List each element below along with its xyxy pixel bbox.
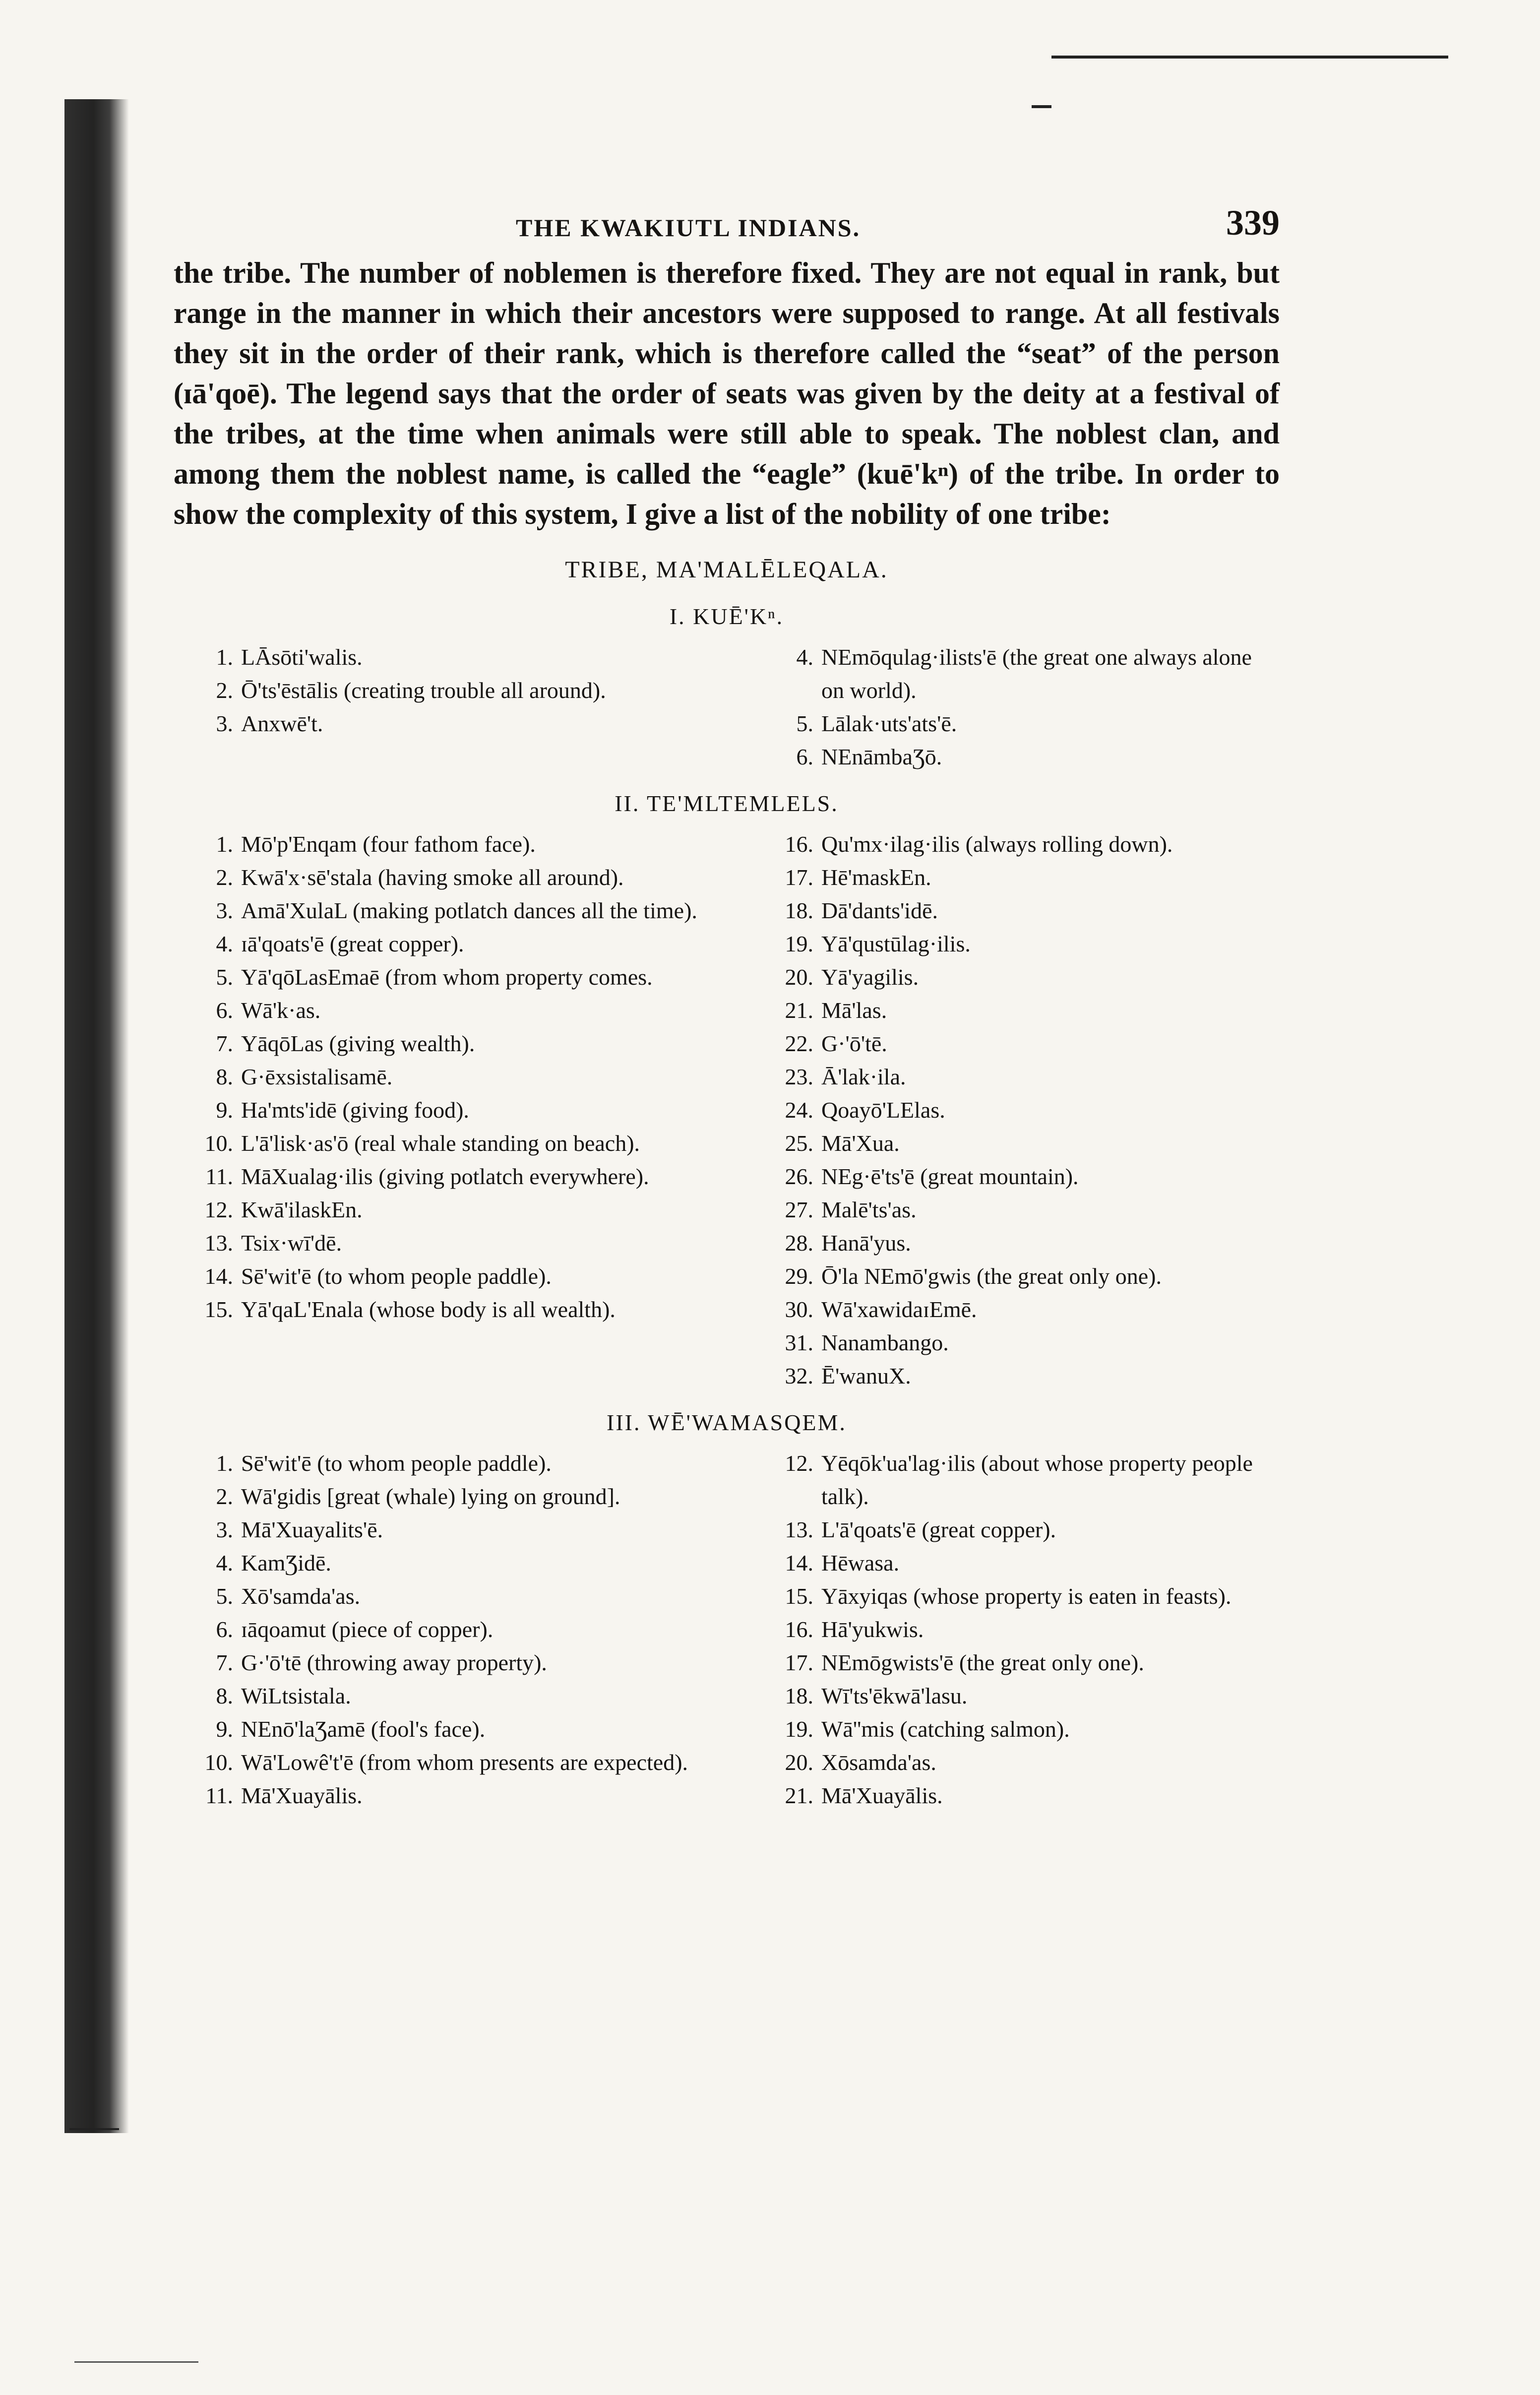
- item-number: 3.: [216, 898, 233, 923]
- item-name: Mā'Xuayālis.: [241, 1783, 363, 1808]
- item-name: Qu'mx·ilag·ilis (always rolling down).: [821, 831, 1173, 857]
- list-item: [754, 707, 1280, 740]
- item-number: 25.: [785, 1131, 813, 1156]
- item-name: Sē'wit'ē (to whom people paddle).: [241, 1450, 552, 1476]
- list-item: [174, 994, 699, 1027]
- item-number: 3.: [216, 1517, 233, 1542]
- item-number: 18.: [785, 1683, 813, 1708]
- item-number: 6.: [796, 744, 813, 769]
- list-item: [754, 740, 1280, 773]
- item-name: Hā'yukwis.: [821, 1617, 924, 1642]
- list-item: [174, 1513, 699, 1546]
- list-item: [754, 1060, 1280, 1093]
- clan-heading: I. KUĒ'Kⁿ.: [669, 604, 784, 629]
- page-content: [174, 193, 1280, 1812]
- item-name: NEnāmbaƷō.: [821, 744, 942, 769]
- list-item: [754, 861, 1280, 894]
- item-name: Mā'Xuayalits'ē.: [241, 1517, 383, 1542]
- item-number: 20.: [785, 1750, 813, 1775]
- item-name: Wā'k·as.: [241, 998, 321, 1023]
- item-name: ɪāqoamut (piece of copper).: [241, 1617, 493, 1642]
- item-number: 12.: [204, 1197, 233, 1222]
- item-name: Yā'yagilis.: [821, 964, 919, 990]
- item-name: Tsix·wī'dē.: [241, 1230, 342, 1256]
- list-item: [174, 1260, 699, 1293]
- item-name: Wā'Lowê't'ē (from whom presents are expected).: [241, 1750, 688, 1775]
- item-number: 29.: [785, 1263, 813, 1289]
- item-number: 3.: [216, 711, 233, 736]
- list-item: [174, 1779, 699, 1812]
- item-name: Xōsamda'as.: [821, 1750, 936, 1775]
- top-rule: [1051, 56, 1448, 59]
- item-name: NEnō'laƷamē (fool's face).: [241, 1716, 486, 1742]
- item-number: 2.: [216, 865, 233, 890]
- item-number: 9.: [216, 1097, 233, 1123]
- item-name: NEmōqulag·ilists'ē (the great one always alone on world).: [821, 644, 1252, 703]
- list-item: [754, 1679, 1280, 1712]
- list-item: [174, 1027, 699, 1060]
- item-name: Lālak·uts'ats'ē.: [821, 711, 957, 736]
- list-item: [754, 640, 1280, 707]
- name-column-right: [754, 827, 1280, 1392]
- page-number: 339: [1226, 203, 1280, 243]
- list-item: [754, 894, 1280, 927]
- list-item: [174, 1447, 699, 1480]
- item-number: 14.: [785, 1550, 813, 1576]
- item-name: Ē'wanuX.: [821, 1363, 911, 1388]
- item-number: 13.: [785, 1517, 813, 1542]
- list-item: [754, 1160, 1280, 1193]
- item-name: G·ēxsistalisamē.: [241, 1064, 393, 1089]
- item-name: NEg·ē'ts'ē (great mountain).: [821, 1164, 1079, 1189]
- item-number: 15.: [204, 1297, 233, 1322]
- item-number: 16.: [785, 1617, 813, 1642]
- item-name: Nanambango.: [821, 1330, 949, 1355]
- item-name: Mā'las.: [821, 998, 887, 1023]
- list-item: [174, 1093, 699, 1127]
- item-number: 15.: [785, 1583, 813, 1609]
- list-item: [174, 1679, 699, 1712]
- list-item: [174, 960, 699, 994]
- list-item: [754, 1613, 1280, 1646]
- item-name: G·'ō'tē (throwing away property).: [241, 1650, 547, 1675]
- item-number: 11.: [205, 1164, 233, 1189]
- item-name: Ā'lak·ila.: [821, 1064, 906, 1089]
- item-number: 6.: [216, 1617, 233, 1642]
- body-paragraph: the tribe. The number of noblemen is therefore fixed. They are not equal in rank, but range in the manner in which their ancestors were supposed to range. At all festivals they sit in the order of their rank, which is therefore called the “seat” of the person (ɪā'qoē). The legend says that the order of seats was given by the deity at a festival of the tribes, at the time when animals were still able to speak. The noblest clan, and among them the noblest name, is called the “eagle” (kuē'kⁿ) of the tribe. In order to show the complexity of this system, I give a list of the nobility of one tribe:: [174, 256, 1280, 530]
- clan-list: [174, 603, 1280, 1812]
- item-name: Wī'ts'ēkwā'lasu.: [821, 1683, 968, 1708]
- list-item: [174, 1127, 699, 1160]
- name-column-left: [174, 827, 699, 1392]
- list-item: [754, 1193, 1280, 1226]
- list-item: [754, 1359, 1280, 1392]
- clan-heading: III. WĒ'WAMASQEM.: [607, 1410, 847, 1435]
- list-item: [174, 1160, 699, 1193]
- item-name: Wā''mis (catching salmon).: [821, 1716, 1070, 1742]
- clan-columns: [174, 640, 1280, 773]
- list-item: [754, 1779, 1280, 1812]
- list-item: [754, 1326, 1280, 1359]
- list-item: [754, 827, 1280, 861]
- item-number: 2.: [216, 1484, 233, 1509]
- list-item: [174, 1480, 699, 1513]
- item-number: 20.: [785, 964, 813, 990]
- item-number: 1.: [216, 831, 233, 857]
- list-item: [754, 1127, 1280, 1160]
- item-name: NEmōgwists'ē (the great only one).: [821, 1650, 1144, 1675]
- item-name: Dā'dants'idē.: [821, 898, 938, 923]
- list-item: [754, 927, 1280, 960]
- list-item: [174, 1193, 699, 1226]
- item-number: 11.: [205, 1783, 233, 1808]
- item-number: 17.: [785, 1650, 813, 1675]
- item-name: Kwā'ilaskEn.: [241, 1197, 363, 1222]
- item-name: Ha'mts'idē (giving food).: [241, 1097, 469, 1123]
- item-number: 7.: [216, 1650, 233, 1675]
- item-number: 21.: [785, 1783, 813, 1808]
- item-name: Yā'qōLasEmaē (from whom property comes.: [241, 964, 653, 990]
- clan-columns: [174, 827, 1280, 1392]
- item-name: Mā'Xua.: [821, 1131, 900, 1156]
- item-number: 24.: [785, 1097, 813, 1123]
- item-number: 19.: [785, 1716, 813, 1742]
- item-name: Wā'xawidaɪEmē.: [821, 1297, 977, 1322]
- name-column-left: [174, 1447, 699, 1812]
- list-item: [174, 1579, 699, 1613]
- name-column-right: [754, 1447, 1280, 1812]
- clan-heading: II. TE'MLTEMLELS.: [615, 791, 839, 816]
- list-item: [754, 1546, 1280, 1579]
- item-name: Hanā'yus.: [821, 1230, 911, 1256]
- item-name: Kwā'x·sē'stala (having smoke all around).: [241, 865, 624, 890]
- item-name: MāXualag·ilis (giving potlatch everywhere).: [241, 1164, 649, 1189]
- list-item: [174, 1546, 699, 1579]
- section-title: TRIBE, MA'MALĒLEQALA.: [565, 557, 888, 583]
- item-number: 27.: [785, 1197, 813, 1222]
- list-item: [174, 861, 699, 894]
- item-number: 28.: [785, 1230, 813, 1256]
- item-number: 16.: [785, 831, 813, 857]
- item-name: Hē'maskEn.: [821, 865, 931, 890]
- item-number: 8.: [216, 1683, 233, 1708]
- item-number: 2.: [216, 678, 233, 703]
- list-item: [754, 1579, 1280, 1613]
- list-item: [174, 1712, 699, 1746]
- item-number: 1.: [216, 644, 233, 670]
- item-number: 26.: [785, 1164, 813, 1189]
- item-name: L'ā'lisk·as'ō (real whale standing on beach).: [241, 1131, 640, 1156]
- item-number: 5.: [216, 1583, 233, 1609]
- top-dash-mark: [1032, 105, 1051, 108]
- page-header: [174, 193, 1280, 253]
- list-item: [754, 1293, 1280, 1326]
- bottom-rule: [74, 2361, 198, 2363]
- name-column-right: [754, 640, 1280, 773]
- item-name: LĀsōti'walis.: [241, 644, 363, 670]
- list-item: [754, 1513, 1280, 1546]
- item-name: Malē'ts'as.: [821, 1197, 917, 1222]
- item-name: ɪā'qoats'ē (great copper).: [241, 931, 464, 956]
- list-item: [174, 927, 699, 960]
- item-number: 22.: [785, 1031, 813, 1056]
- list-item: [174, 674, 699, 707]
- item-name: Wā'gidis [great (whale) lying on ground].: [241, 1484, 620, 1509]
- item-number: 17.: [785, 865, 813, 890]
- item-name: Yēqōk'ua'lag·ilis (about whose property people talk).: [821, 1450, 1253, 1509]
- item-name: WiLtsistala.: [241, 1683, 351, 1708]
- book-binding-shadow: [64, 99, 129, 2133]
- item-number: 4.: [796, 644, 813, 670]
- list-item: [754, 1646, 1280, 1679]
- item-number: 6.: [216, 998, 233, 1023]
- list-item: [174, 1646, 699, 1679]
- list-item: [754, 1226, 1280, 1260]
- list-item: [754, 1447, 1280, 1513]
- item-name: Anxwē't.: [241, 711, 323, 736]
- list-item: [174, 1293, 699, 1326]
- item-number: 4.: [216, 931, 233, 956]
- list-item: [174, 1746, 699, 1779]
- item-number: 19.: [785, 931, 813, 956]
- name-column-left: [174, 640, 699, 773]
- list-item: [754, 1093, 1280, 1127]
- item-name: YāqōLas (giving wealth).: [241, 1031, 475, 1056]
- item-number: 18.: [785, 898, 813, 923]
- list-item: [754, 960, 1280, 994]
- item-name: Xō'samda'as.: [241, 1583, 361, 1609]
- item-number: 14.: [204, 1263, 233, 1289]
- item-number: 10.: [204, 1750, 233, 1775]
- item-number: 5.: [216, 964, 233, 990]
- item-number: 31.: [785, 1330, 813, 1355]
- list-item: [174, 827, 699, 861]
- item-name: L'ā'qoats'ē (great copper).: [821, 1517, 1056, 1542]
- item-number: 13.: [204, 1230, 233, 1256]
- item-name: Mā'Xuayālis.: [821, 1783, 943, 1808]
- item-name: Qoayō'LElas.: [821, 1097, 945, 1123]
- list-item: [754, 1712, 1280, 1746]
- item-number: 12.: [785, 1450, 813, 1476]
- list-item: [754, 1027, 1280, 1060]
- list-item: [174, 707, 699, 740]
- item-name: Yā'qustūlag·ilis.: [821, 931, 971, 956]
- item-number: 21.: [785, 998, 813, 1023]
- list-item: [174, 894, 699, 927]
- list-item: [754, 1260, 1280, 1293]
- item-number: 4.: [216, 1550, 233, 1576]
- list-item: [754, 1746, 1280, 1779]
- list-item: [174, 1613, 699, 1646]
- item-number: 30.: [785, 1297, 813, 1322]
- item-number: 23.: [785, 1064, 813, 1089]
- list-item: [754, 994, 1280, 1027]
- clan-columns: [174, 1447, 1280, 1812]
- item-number: 9.: [216, 1716, 233, 1742]
- running-title: THE KWAKIUTL INDIANS.: [516, 214, 861, 242]
- list-item: [174, 1060, 699, 1093]
- item-name: Amā'XulaL (making potlatch dances all the time).: [241, 898, 697, 923]
- item-number: 10.: [204, 1131, 233, 1156]
- list-item: [174, 1226, 699, 1260]
- item-name: Ō'la NEmō'gwis (the great only one).: [821, 1263, 1162, 1289]
- item-name: Yāxyiqas (whose property is eaten in feasts).: [821, 1583, 1232, 1609]
- item-number: 32.: [785, 1363, 813, 1388]
- item-number: 5.: [796, 711, 813, 736]
- item-number: 1.: [216, 1450, 233, 1476]
- item-name: Sē'wit'ē (to whom people paddle).: [241, 1263, 552, 1289]
- item-name: Hēwasa.: [821, 1550, 900, 1576]
- item-number: 8.: [216, 1064, 233, 1089]
- item-name: G·'ō'tē.: [821, 1031, 887, 1056]
- item-number: 7.: [216, 1031, 233, 1056]
- item-name: KamƷidē.: [241, 1550, 331, 1576]
- item-name: Mō'p'Enqam (four fathom face).: [241, 831, 536, 857]
- item-name: Yā'qaL'Enala (whose body is all wealth).: [241, 1297, 616, 1322]
- item-name: Ō'ts'ēstālis (creating trouble all around).: [241, 678, 606, 703]
- list-item: [174, 640, 699, 674]
- margin-tick: [69, 2128, 119, 2130]
